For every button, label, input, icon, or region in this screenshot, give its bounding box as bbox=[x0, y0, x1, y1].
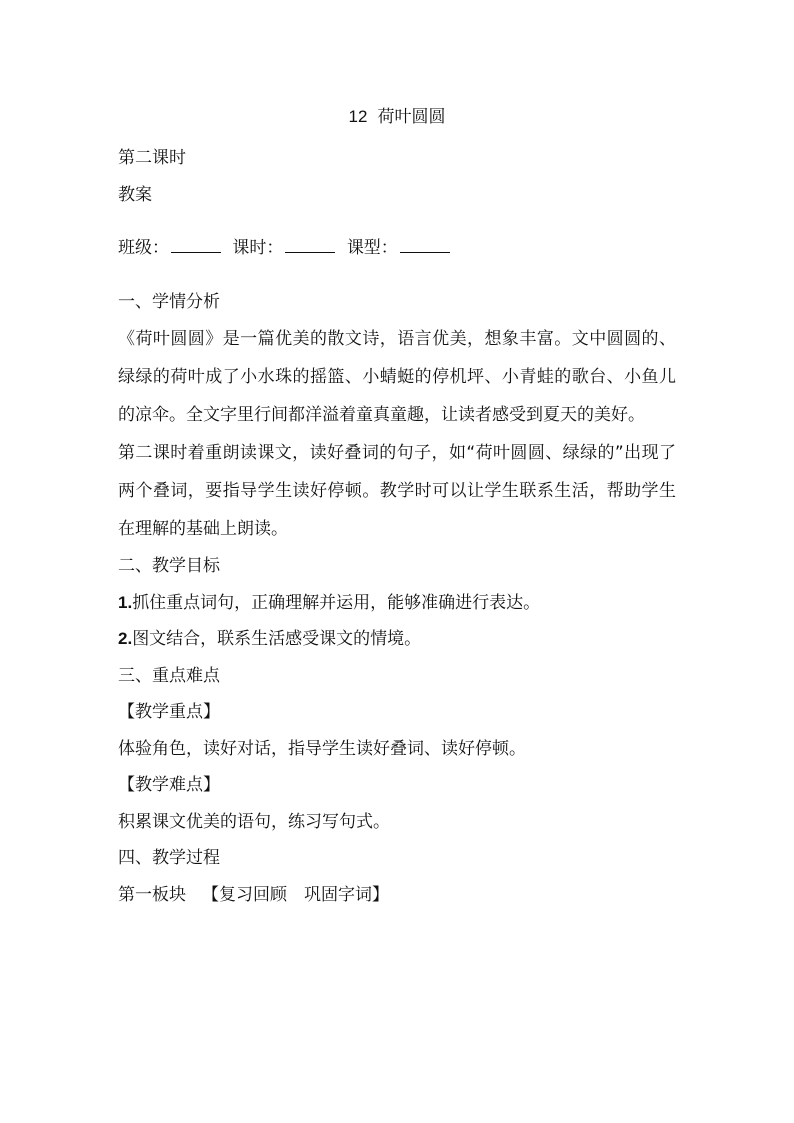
block1-heading bbox=[118, 877, 676, 914]
section1-paragraph-2: 第二课时着重朗读课文，读好叠词的句子，如“荷叶圆圆、绿绿的”出现了两个叠词，要指导学生读好停顿。教学时可以让学生联系生活，帮助学生在理解的基础上朗读。 bbox=[118, 443, 676, 539]
section4-heading: 四、教学过程 bbox=[118, 848, 220, 868]
title-number: 12 bbox=[348, 107, 368, 126]
period-field-label: 课时： bbox=[232, 238, 284, 258]
goal-item-2 bbox=[118, 621, 676, 658]
difficulty-label: 【教学难点】 bbox=[118, 775, 220, 795]
document-title bbox=[118, 102, 676, 132]
section1-heading: 一、学情分析 bbox=[118, 291, 220, 312]
goal-1-number: 1. bbox=[118, 592, 133, 612]
type-field-blank[interactable] bbox=[400, 238, 450, 253]
period-field-blank[interactable] bbox=[285, 238, 335, 253]
doc-type-label: 教案 bbox=[118, 184, 152, 205]
block1-label: 第一板块 bbox=[118, 884, 186, 905]
title-text: 荷叶圆圆 bbox=[377, 107, 446, 127]
key-point-text: 体验角色，读好对话，指导学生读好叠词、读好停顿。 bbox=[118, 738, 526, 759]
block1-title: 【复习回顾 巩固字词】 bbox=[202, 884, 389, 905]
class-field-blank[interactable] bbox=[171, 238, 221, 253]
goal-1-text: 抓住重点词句，正确理解并运用，能够准确进行表达。 bbox=[132, 592, 541, 613]
section1-paragraph-1: 《荷叶圆圆》是一篇优美的散文诗，语言优美，想象丰富。文中圆圆的、绿绿的荷叶成了小水珠的摇篮、小蜻蜓的停机坪、小青蛙的歌台、小鱼儿的凉伞。全文字里行间都洋溢着童真童趣，让读者感受到夏天的美好。 bbox=[118, 329, 676, 425]
key-point-label: 【教学重点】 bbox=[118, 702, 220, 722]
goal-item-1 bbox=[118, 585, 676, 622]
difficulty-text: 积累课文优美的语句，练习写句式。 bbox=[118, 811, 390, 832]
section2-heading: 二、教学目标 bbox=[118, 556, 220, 576]
info-fields bbox=[118, 230, 676, 267]
goal-2-text: 图文结合，联系生活感受课文的情境。 bbox=[132, 629, 422, 649]
type-field-label: 课型： bbox=[346, 238, 398, 258]
lesson-label: 第二课时 bbox=[118, 148, 186, 168]
section3-heading: 三、重点难点 bbox=[118, 665, 220, 686]
class-field-label: 班级： bbox=[118, 238, 169, 258]
goal-2-number: 2. bbox=[118, 629, 133, 648]
